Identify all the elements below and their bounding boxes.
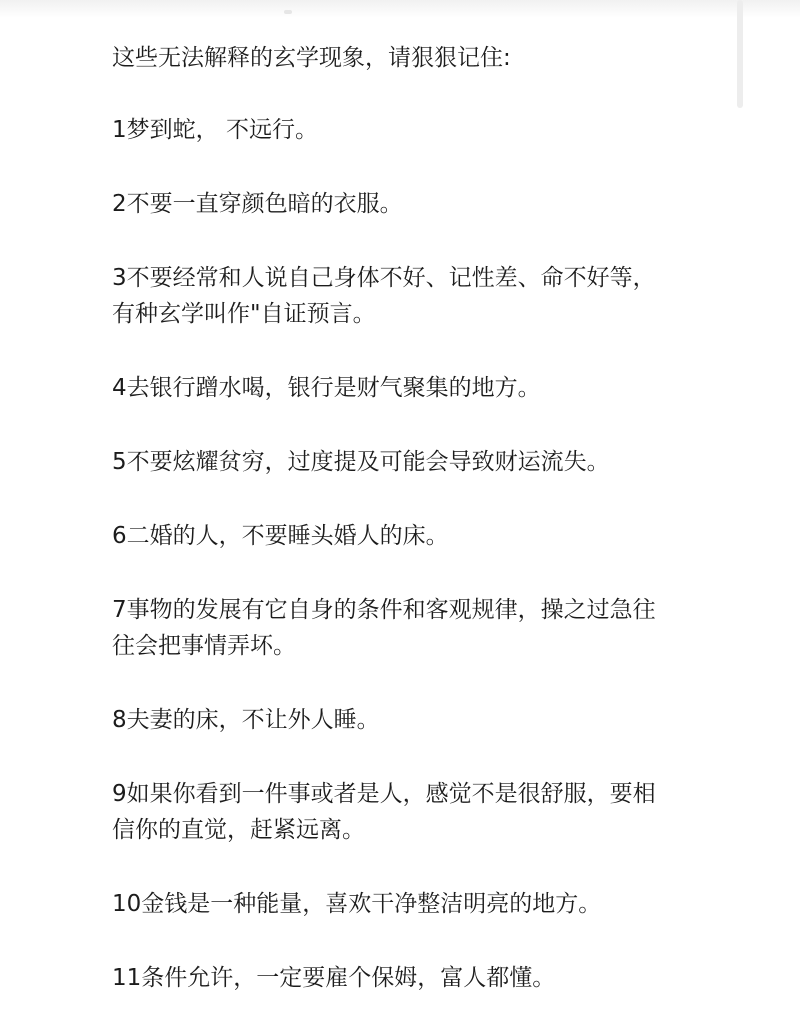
top-edge-mark (284, 10, 292, 14)
list-item-text: 3不要经常和人说自己身体不好、记性差、命不好等， (112, 265, 656, 291)
list-item-10 (112, 886, 732, 922)
list-item-text: 10金钱是一种能量，喜欢干净整洁明亮的地方。 (112, 891, 602, 917)
list-item-text: 6二婚的人，不要睡头婚人的床。 (112, 523, 449, 549)
list-item-text: 4去银行蹭水喝，银行是财气聚集的地方。 (112, 375, 541, 401)
list-item-text: 9如果你看到一件事或者是人，感觉不是很舒服，要相 (112, 781, 656, 807)
list-item-3 (112, 260, 732, 332)
list-item-1 (112, 112, 732, 148)
list-item-text: 5不要炫耀贫穷，过度提及可能会导致财运流失。 (112, 449, 610, 475)
list-item-text: 7事物的发展有它自身的条件和客观规律，操之过急往 (112, 597, 656, 623)
scrollbar-thumb[interactable] (737, 0, 743, 108)
top-edge-shade (0, 0, 800, 18)
list-item-7 (112, 592, 732, 664)
list-item-5 (112, 444, 732, 480)
list-item-4 (112, 370, 732, 406)
list-item-text: 往会把事情弄坏。 (112, 633, 296, 659)
list-item-text: 信你的直觉，赶紧远离。 (112, 817, 365, 843)
article-title: 这些无法解释的玄学现象，请狠狠记住: (112, 45, 511, 71)
article-body (112, 40, 732, 1034)
list-item-text: 2不要一直穿颜色暗的衣服。 (112, 191, 403, 217)
list-item-2 (112, 186, 732, 222)
list-item-text: 11条件允许，一定要雇个保姆，富人都懂。 (112, 965, 556, 991)
list-item-9 (112, 776, 732, 848)
list-item-11 (112, 960, 732, 996)
list-item-text: 8夫妻的床，不让外人睡。 (112, 707, 380, 733)
list-item-8 (112, 702, 732, 738)
list-item-6 (112, 518, 732, 554)
list-item-text: 1梦到蛇， 不远行。 (112, 117, 318, 143)
list-item-text: 有种玄学叫作"自证预言。 (112, 301, 376, 327)
